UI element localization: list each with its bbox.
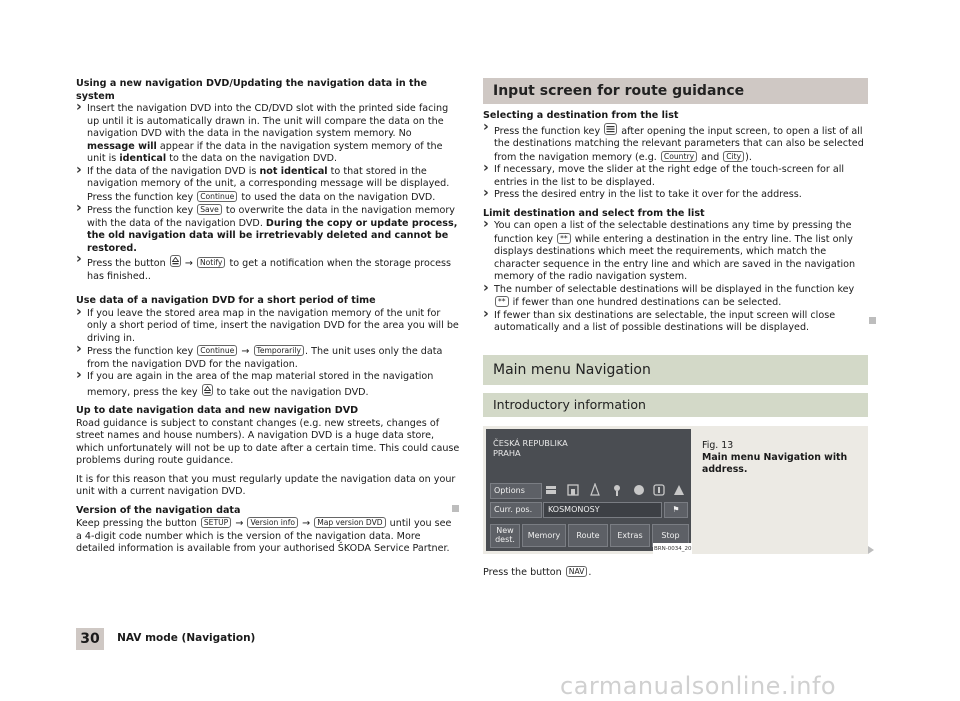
screen-stop-button: Stop xyxy=(652,524,689,547)
step-eject: › If you are again in the area of the map material stored in the navigation memory, press the key to take out the navigation DVD. xyxy=(76,371,460,399)
watermark: carmanualsonline.info xyxy=(560,672,837,700)
step-press-entry: › Press the desired entry in the list to take it over for the address. xyxy=(483,189,868,202)
screen-tool-icon-6 xyxy=(652,483,666,497)
figure-13 xyxy=(483,426,868,554)
step-save: › Press the function key Save to overwrite the data in the navigation memory with the data of the navigation DVD. During the copy or update process, the old navigation data will be irretrievably deleted and cannot be restored. xyxy=(76,204,460,255)
step-open-destinations: › You can open a list of the selectable destinations any time by pressing the function key ** while entering a destination in the entry line. The list only displays destinations which meet the requirements, which match the character sequence in the entry line and which are saved in the navigation memory of the radio navigation system. xyxy=(483,220,868,284)
section-end-mark-2 xyxy=(869,317,876,324)
chapter-title: NAV mode (Navigation) xyxy=(117,632,256,644)
press-nav-line: Press the button NAV . xyxy=(483,566,592,578)
star-key-2: ** xyxy=(495,296,509,307)
step-slider: › If necessary, move the slider at the right edge of the touch-screen for all entries in the list to be displayed. xyxy=(483,164,868,189)
step-short-period: › If you leave the stored area map in the navigation memory of the unit for only a short period of time, insert the navigation DVD for the area you will be driving in. xyxy=(76,308,460,346)
heading-select-list: Selecting a destination from the list xyxy=(483,110,679,121)
continued-arrow-icon xyxy=(868,546,874,554)
right-column xyxy=(483,78,868,579)
city-key: City xyxy=(723,151,744,162)
continue-key-2: Continue xyxy=(197,345,237,356)
screen-tool-icon-4 xyxy=(610,483,624,497)
section-title-input-screen: Input screen for route guidance xyxy=(483,78,868,104)
eject-icon-2 xyxy=(202,384,213,396)
flag-icon: ⚑ xyxy=(672,504,680,514)
paragraph-update: It is for this reason that you must regularly update the navigation data on your unit with a current navigation DVD. xyxy=(76,473,456,497)
screen-tool-icon-3 xyxy=(588,483,602,497)
left-column xyxy=(76,78,460,556)
step-fewer-than-six: › If fewer than six destinations are selectable, the input screen will close automatically and a list of possible destinations will be displayed. xyxy=(483,310,868,335)
page-footer xyxy=(76,628,255,650)
screen-tool-icon-2 xyxy=(566,483,580,497)
page-number: 30 xyxy=(76,628,104,650)
heading-up-to-date: Up to date navigation data and new navigation DVD xyxy=(76,405,359,416)
paragraph-version: Keep pressing the button SETUP → Version info → Map version DVD until you see a 4-digit code number which is the version of the navigation data. More detailed information is available from your authorised ŠKODA Service Partner. xyxy=(76,518,452,554)
notify-key: Notify xyxy=(197,257,225,268)
step-temporarily: › Press the function key Continue → Temporarily . The unit uses only the data from the navigation DVD for the navigation. xyxy=(76,345,460,371)
step-notify: › Press the button → Notify to get a notification when the storage process has finished.. xyxy=(76,255,460,283)
heading-limit-destination: Limit destination and select from the list xyxy=(483,207,705,219)
screen-route-button: Route xyxy=(568,524,608,547)
screen-tool-icon-5 xyxy=(632,483,646,497)
map-version-key: Map version DVD xyxy=(314,517,385,528)
star-key: ** xyxy=(557,233,571,244)
section-main-menu-navigation: Main menu Navigation xyxy=(483,355,868,385)
step-insert-dvd: › Insert the navigation DVD into the CD/DVD slot with the printed side facing up until it is automatically drawn in. The unit will compare the data on the navigation DVD with the data in the navigation system memory. No message will appear if the data in the navigation system memory of the unit is identical to the data on the navigation DVD. xyxy=(76,103,460,166)
nav-key: NAV xyxy=(566,566,588,577)
screen-extras-button: Extras xyxy=(610,524,650,547)
screen-memory-button: Memory xyxy=(522,524,566,547)
nav-screen-image xyxy=(486,429,691,551)
country-key: Country xyxy=(661,151,697,162)
version-info-key: Version info xyxy=(247,517,298,528)
screen-curr-pos-button: Curr. pos. xyxy=(490,502,542,518)
setup-key: SETUP xyxy=(201,517,231,528)
figure-caption: Fig. 13 Main menu Navigation with address. xyxy=(702,439,848,475)
continue-key: Continue xyxy=(197,191,237,202)
heading-new-dvd: Using a new navigation DVD/Updating the navigation data in the system xyxy=(76,78,427,102)
step-open-list: › Press the function key after opening the input screen, to open a list of all the destinations matching the relevant parameters that can also be selected from the navigation memory (e.g. Country and City ). xyxy=(483,123,868,165)
step-not-identical: › If the data of the navigation DVD is not identical to that stored in the navigation memory of the unit, a corresponding message will be displayed. Press the function key Continue to used the data on the navigation DVD. xyxy=(76,166,460,205)
heading-short-period: Use data of a navigation DVD for a short period of time xyxy=(76,295,376,306)
screen-options-button: Options xyxy=(490,483,542,499)
save-key: Save xyxy=(197,204,222,215)
screen-new-dest-button: New dest. xyxy=(490,524,520,548)
paragraph-road-guidance: Road guidance is subject to constant changes (e.g. new streets, changes of street names and house numbers). A navigation DVD is a huge data store, which unfortunately will not be up to date after a certain time. This could cause problems during route guidance. xyxy=(76,417,460,466)
screen-tool-icon-1 xyxy=(544,483,558,497)
list-icon xyxy=(604,123,617,135)
section-end-mark xyxy=(452,505,459,512)
temporarily-key: Temporarily xyxy=(254,345,305,356)
heading-version: Version of the navigation data xyxy=(76,504,241,516)
screen-tool-icon-7 xyxy=(672,483,686,497)
subsection-introductory: Introductory information xyxy=(483,393,868,417)
figure-ref: BRN-0034_20 xyxy=(653,543,692,556)
screen-address: ČESKÁ REPUBLIKA PRAHA xyxy=(493,437,568,458)
screen-flag-button xyxy=(664,502,688,518)
screen-location-field: KOSMONOSY xyxy=(543,502,662,518)
eject-icon xyxy=(170,255,181,267)
step-number-displayed: › The number of selectable destinations will be displayed in the function key ** if fewer than one hundred destinations can be selected. xyxy=(483,284,868,310)
